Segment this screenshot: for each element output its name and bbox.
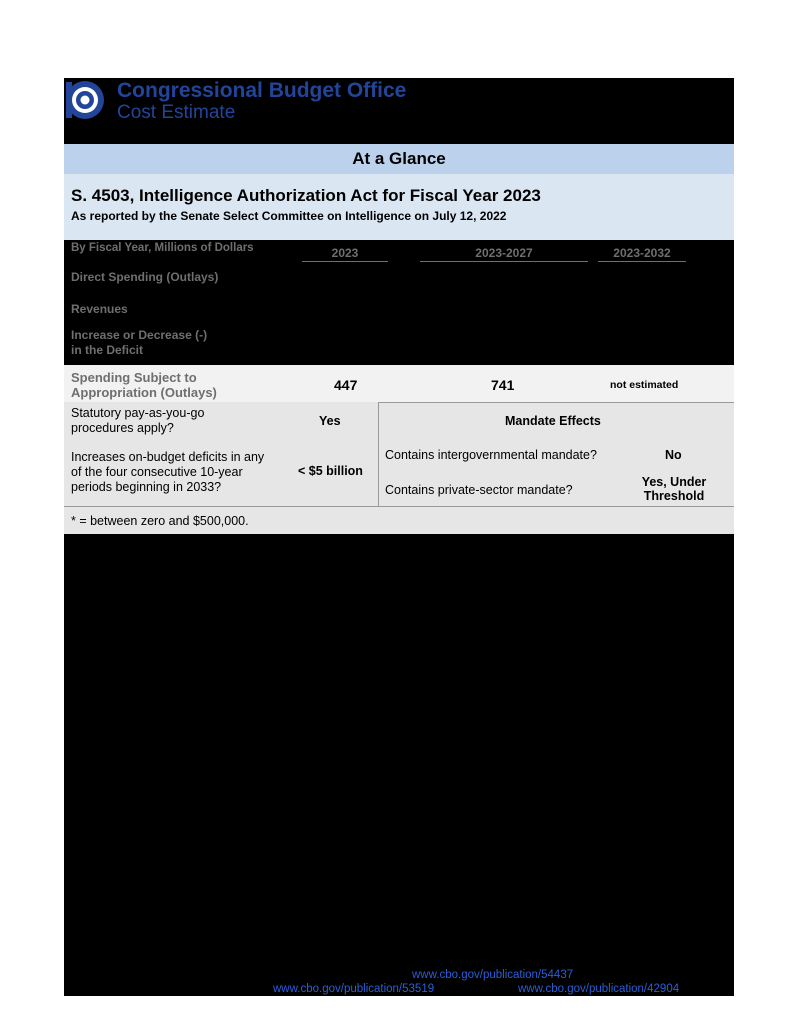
bill-title: S. 4503, Intelligence Authorization Act for Fiscal Year 2023: [71, 186, 541, 205]
spending-2023-value: 447: [334, 377, 358, 393]
doc-type: Cost Estimate: [117, 102, 236, 123]
bill-subtitle: As reported by the Senate Select Committee on Intelligence on July 12, 2022: [71, 209, 507, 223]
row-deficit-line2: in the Deficit: [71, 343, 144, 357]
deficit-question-line2: of the four consecutive 10-year: [71, 465, 243, 479]
spending-2032-value: not estimated: [610, 379, 679, 391]
private-answer: [634, 475, 714, 503]
col-2023: 2023: [302, 246, 388, 262]
publication-link-53519[interactable]: www.cbo.gov/publication/53519: [273, 983, 435, 995]
spending-row: [64, 365, 734, 402]
private-question: Contains private-sector mandate?: [385, 483, 573, 497]
mandate-effects-header: Mandate Effects: [505, 414, 601, 428]
spending-2027-value: 741: [491, 377, 515, 393]
private-answer-line2: Threshold: [643, 489, 705, 503]
org-name: Congressional Budget Office: [117, 79, 407, 102]
private-answer-line1: Yes, Under: [641, 475, 707, 489]
row-deficit-line1: Increase or Decrease (-): [71, 328, 208, 342]
spending-label-line2: Appropriation (Outlays): [71, 385, 217, 400]
paygo-question-line1: Statutory pay-as-you-go: [71, 406, 205, 420]
deficit-answer: < $5 billion: [298, 464, 363, 478]
col-2023-2027: 2023-2027: [420, 246, 588, 262]
publication-link-42904[interactable]: www.cbo.gov/publication/42904: [518, 983, 680, 995]
intergov-answer: No: [665, 448, 682, 462]
col-2023-2032: 2023-2032: [598, 246, 686, 262]
deficit-question-line3: periods beginning in 2033?: [71, 480, 222, 494]
row-direct-spending: Direct Spending (Outlays): [71, 270, 219, 284]
spending-label-line1: Spending Subject to: [71, 370, 197, 385]
footnote: * = between zero and $500,000.: [71, 514, 249, 528]
grid-divider: [378, 402, 379, 506]
deficit-question-line1: Increases on-budget deficits in any: [71, 450, 265, 464]
grid-divider: [378, 402, 734, 403]
details-grid: [64, 402, 734, 506]
table-unit-label: By Fiscal Year, Millions of Dollars: [71, 242, 254, 254]
spending-label: [71, 370, 217, 400]
intergov-question: Contains intergovernmental mandate?: [385, 448, 597, 462]
paygo-answer: Yes: [319, 414, 341, 428]
footnote-row: [64, 506, 734, 534]
paygo-question-line2: procedures apply?: [71, 421, 174, 435]
at-a-glance-header: At a Glance: [64, 144, 734, 174]
deficit-question: [71, 450, 264, 495]
bill-panel: [64, 174, 734, 240]
row-revenues: Revenues: [71, 302, 128, 316]
paygo-question: [71, 406, 204, 436]
publication-link-54437[interactable]: www.cbo.gov/publication/54437: [412, 969, 574, 981]
cbo-logo-icon: [64, 78, 106, 122]
